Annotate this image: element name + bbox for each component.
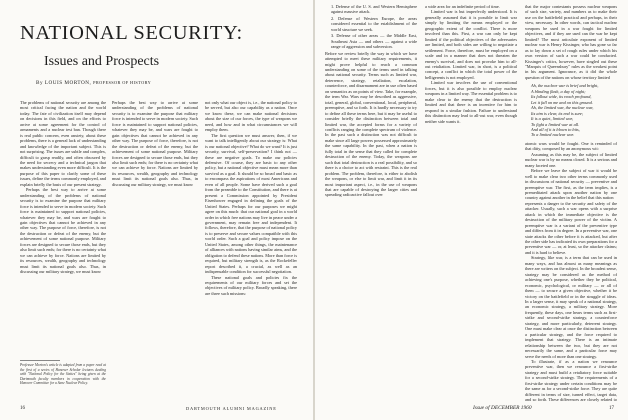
body-paragraph: Strategy, like war, is a term that can be used in many ways, and has almost as many meanings as there are writers on the subject. In the broadest sense, strategy may be considered as the method of achieving one's purpose, whether they be political, economic, psychological, or military — or all of them — to secure a given objective, whether it be victory on the battlefield or in the struggle of ideas. In a larger sense, it may speak of a national strategy, an economic strategy, a military strategy. More frequently, these days, one hears terms such as first-strike and second-strike strategy, a counterforce strategy, and more particularly, deterrent strategy. One must make clear at once the distinction between a particular strategy, and the force required to implement that strategy. There is an intimate relationship between the two, but they are not necessarily the same, and a particular force may serve the needs of more than one strategy.: [525, 255, 617, 359]
left-column-2: [112, 100, 198, 402]
left-page: [0, 0, 313, 420]
article-subtitle: Issues and Prospects: [44, 54, 160, 69]
column-continuation: [525, 201, 617, 402]
body-paragraph: represents a danger to the security and safety of the attacker. Usually, such a war opens with a surprise attack in which the immediate objective is the destruction of the military power of the victim. A preemptive war is a variant of the preventive type and differs from it in degree. In a preventive war, one state attacks the other before it is attacked, but after the other side has indicated its own preparations for a preventive war — or, at least, so the attacker claims; and it is hard to believe.: [525, 200, 617, 255]
body-paragraph: Perhaps the best way to arrive at some understanding of the problems of national security is to examine the purpose that military force is intended to serve in modern society. Such force is maintained to support national policies, whatever they may be, and wars are fought to gain objectives that cannot be achieved in any other way. The purpose of force, therefore, is not the destruction or defeat of the enemy, but the achievement of some national purpose. Military forces are designed to secure those ends, but they also limit such ends; for there is no certainty what we can achieve by force. Nations are limited by its resources, wealth, geography and technology must limit its national goals also. Thus, in discussing our military strategy, we must know: [112, 100, 198, 187]
body-paragraph: These national goals and policies fix the requirements of our military forces and set the objectives of military policy. Broadly speaking, there are three such missions:: [205, 274, 297, 296]
right-column-2: [425, 4, 517, 402]
verse-line: It is a quiet, limited war,: [531, 116, 573, 122]
body-paragraph: a wide area for an indefinite period of time.: [425, 4, 500, 9]
body-paragraph: The first question we must answer, then, if we want to talk intelligently about our strategy is: What is our national objective? What do we want? It is just security, survival, self-preservation? I think not — these are negative goals. To make our policies defensive. Of course, they are basic to any other policy, but a national objective must mean more than survival as a goal. It should be so broad and basic as to encompass the aspirations of most Americans and even of all people. Some have derived such a goal from the preamble to the Constitution, and there is at present a Commission appointed by President Eisenhower engaged in defining the goals of the United States. Perhaps for our purposes we might agree on this much: that our national goal in a world order in which free nations may live in peace under a government, may remain free and independent. It follows, therefore, that the purpose of national policy is to preserve and secure values compatible with this world order. Such a goal and policy impose on the United States, among other things, the maintenance of alliances with nations having similar aims, and the obligation to defend these nations. More than force is required, but military strength is, as the Rockefeller report described it, a crucial, as well as an indispensable condition for successful negotiation.: [205, 132, 297, 275]
mission-item: 1. Defense of the U. S. and Western Hemisphere against massive attack.: [331, 4, 417, 15]
body-paragraph: To illustrate, if as a nation we renounce preventive war, then we renounce a first-strike strategy and must build a retaliatory force suitable for a second-strike strategy. The requirements of a first-strike strategy under certain conditions may be the same as for a second-strike force. They are quite different in terms of size, turned effect, target data, and so forth. These differences are closely related to: [525, 359, 617, 402]
byline-author: By LOUIS MORTON,: [36, 80, 92, 86]
mission-item: 2. Defense of Western Europe, the areas considered essential to the establishment of the world structure we seek.: [331, 15, 417, 32]
right-column-3: [525, 4, 617, 402]
body-paragraph: Limited war involves the use of conventional forces, but it is also possible to employ nuclear weapons in a limited way. The essential problem is to make clear to the enemy that the destruction is limited and that there is an incentive for him to respond in a similar fashion. Failure to understand this distinction may lead to all-out war, even though neither side wants it.: [425, 80, 517, 124]
verse-line: To fight a limited war at all.: [531, 121, 580, 127]
left-column-3: [205, 100, 297, 402]
magazine-footer: DARTMOUTH ALUMNI MAGAZINE: [186, 406, 277, 411]
article-title: NATIONAL SECURITY:: [20, 22, 243, 44]
verse-line: Let it fall on me and on this ground.: [531, 99, 593, 105]
body-paragraph: Perhaps the best way to arrive at some understanding of the problems of national security is to examine the purpose that military force is intended to serve in modern society. Such force is maintained to support national policies, whatever they may be, and wars are fought to gain objectives that cannot be achieved in any other way. The purpose of force, therefore, is not the destruction or defeat of the enemy, but the achievement of some national purpose. Military forces are designed to secure those ends, but they also limit such ends; for there is no certainty what we can achieve by force. Nations are limited by its resources, wealth, geography and technology must limit its national goals also. Thus, in discussing our military strategy, we must know: [20, 187, 106, 275]
verse-line: To a limited nuclear war.: [531, 132, 574, 138]
body-paragraph: that the major contestants possess nuclear weapons of such size, variety, and numbers as to make their use on the battlefield practical and perhaps, in their view, necessary. In other words, can tactical nuclear weapons be used in a war fought for limited objectives, and if they are used can the war be kept limited? The most articulate exponent of limited nuclear war is Henry Kissinger, who has gone so far as to lay down a set of rough rules under which his own version of such a war could be conducted. Kissinger's critics, however, have singled out these "Marquis of Queensbury" rules as the weakest point in his argument. Ignorance, as it did the whole question of the nations on whose territory limited: [525, 4, 617, 80]
body-paragraph: atomic wars would be fought. One is reminded of that ditty, composed by an anonymous wit:: [525, 140, 617, 152]
body-paragraph: Assuming as this may be, the subject of limited nuclear war is by no means closed. It is a serious and many faceted one.: [525, 151, 617, 168]
verse-line: Ah, the limited war, the nuclear war,: [531, 105, 594, 111]
verse-line: A blinding flash, a day of night;: [531, 88, 586, 94]
footnote: [20, 363, 106, 386]
mission-item: 3. Defense of other areas — the Middle East, Southeast Asia — and others — against a wide range of aggression and subversion.: [331, 33, 417, 50]
byline-role: PROFESSOR OF HISTORY: [93, 80, 152, 85]
verse-line: And all of it is blown to bits,: [531, 126, 580, 132]
verse-line: Its fallout wide, its reach profound,: [531, 94, 592, 100]
footnote-rule: [20, 360, 60, 361]
body-paragraph: The problems of national security are among the most critical facing the nation and the world today. The fate of civilization itself may depend on decisions in this field, and on the efforts to arrive at some agreement for the control of armaments and a nuclear test ban. Though there is real public concern, even anxiety, about these problems, there is a general lack of understanding and knowledge of the important subject. This is not surprising. The issues are subtle and complex, difficult to grasp readily, and often obscured by the need for secrecy and a technical jargon that makes understanding even more difficult. It is the purpose of this paper to clarify some of these issues, define the terms commonly employed, and explain briefly the basis of our present strategy.: [20, 100, 106, 187]
right-page: [315, 0, 628, 420]
body-paragraph: Limited war is but imperfectly understood. It is generally assumed that it is possible to limit war simply by limiting the means employed or the geographic extent of the conflict. There is more involved than this. First, a war can only be kept limited if the political objectives of the adversaries are limited, and both sides are willing to negotiate a settlement. Force, therefore, must be employed on a scale and in a manner that does not threaten the enemy's survival, and does not provoke him to all-out retaliation. Limited war, in short, is a political concept, a conflict in which the total power of the belligerents is not employed.: [425, 9, 517, 80]
body-paragraph: not only what our object is, i.e., the national policy to be served, but also our capability as a nation. Once we know these, we can make national decisions about the size of our forces, the type of weapons we need, and how and in what circumstances we will employ them.: [205, 100, 297, 133]
page-number-left: 16: [20, 406, 25, 411]
issue-footer: Issue of DECEMBER 1960: [473, 405, 532, 411]
verse-line: Ah, the nuclear war is brief and bright,: [531, 83, 599, 89]
missions-list: [325, 4, 417, 50]
left-column-1: [20, 100, 106, 356]
footnote-text: Professor Morton's article is adapted from a paper read at the first of a series of Hanover Scholar lectures dealing with "National Policy for the Sixties" being given at the Dartmouth faculty members in cooperation with the Hanover Committee for a Sane Nuclear Policy.: [20, 363, 106, 386]
verse-line: Its aim is clear, its end is sure;: [531, 110, 584, 116]
right-column-1: [325, 4, 417, 402]
body-paragraph: Before we leave the subject of war it would be well to make clear two other terms commonly used in discussions of national security — preventive and preemptive war. The first, as the term implies, is a premeditated attack upon another nation by one country against another in the belief that this nation: [525, 168, 617, 201]
page-number-right: 17: [609, 406, 614, 411]
body-paragraph: Before we review briefly the way in which we have attempted to meet these military requirements, it might prove helpful to reach a common understanding on some of the terms used in talking about national security. Terms such as limited war, deterrence, strategy, retaliation, escalation, counterforce, and disarmament are in use often based on semantics as on points of view. Take, for example, the term War. Wars may be described as aggressive, total, general, global, conventional, local, peripheral, preemptive, and so forth. It is hardly necessary to try to define all these terms here, but it may be useful to consider briefly the distinction between total and limited war, the accepted forms for a variety of conflicts ranging the complete spectrum of violence. In the past such a distinction was not difficult to make since all large powers possessed approximately the same capability. In the past, when a nation is fully total in the sense that they called for complete destruction of the enemy. Today, the weapons are such that total destruction is a real possibility, and so there is a choice to act with restraint. This is the real problem. The problem, therefore, is either to abolish the weapons, or else to limit war, and limit it in its most important aspect, i.e., in the use of weapons that are capable of destroying the larger cities and spreading radioactive fallout over: [325, 50, 417, 198]
byline: [36, 80, 151, 86]
verse-block: [531, 83, 617, 138]
